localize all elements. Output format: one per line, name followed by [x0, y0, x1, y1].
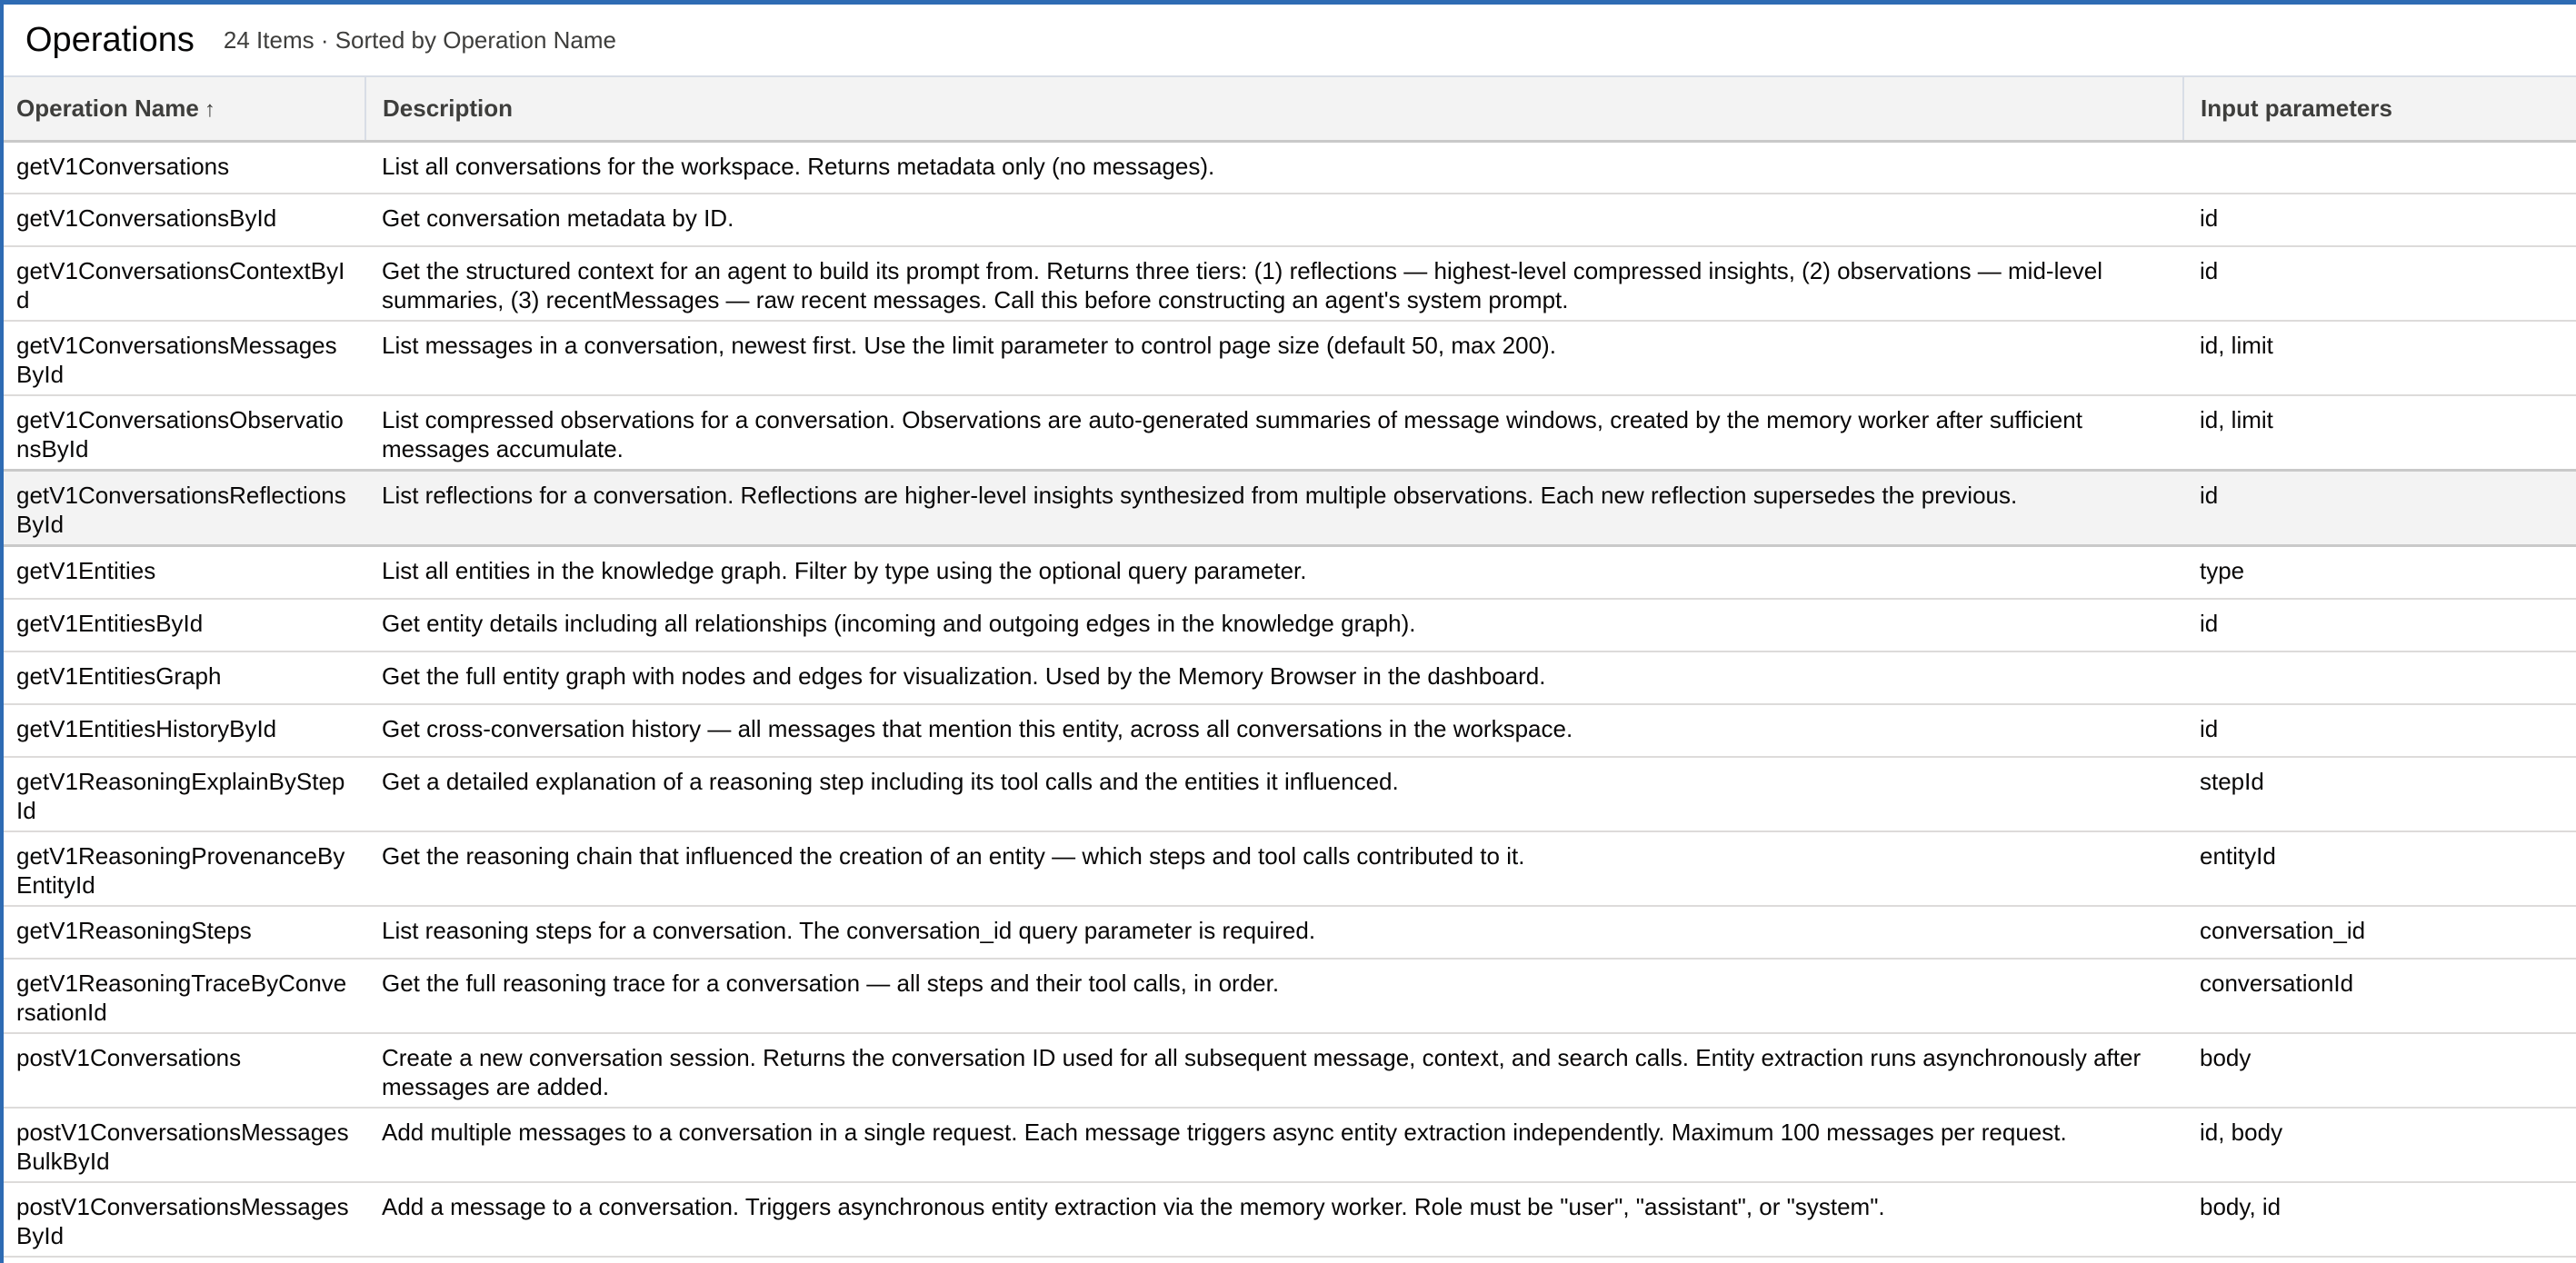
input-parameters-cell: id [2183, 246, 2576, 321]
description-cell: Get entity details including all relationships (incoming and outgoing edges in the knowledge graph). [365, 599, 2183, 651]
column-header-operation-name[interactable] [0, 77, 365, 141]
description-cell: Create a new conversation session. Returns the conversation ID used for all subsequent message, context, and search calls. Entity extraction runs asynchronously after messages are added. [365, 1033, 2183, 1108]
column-header-label: Input parameters [2201, 94, 2392, 122]
table-row[interactable] [0, 1182, 2576, 1257]
description-cell: List all entities in the knowledge graph. Filter by type using the optional query parameter. [365, 546, 2183, 599]
table-row[interactable] [0, 704, 2576, 757]
input-parameters-cell: id [2183, 599, 2576, 651]
list-header [0, 5, 2576, 77]
table-row[interactable] [0, 906, 2576, 959]
page-title: Operations [25, 20, 195, 59]
sort-ascending-icon[interactable]: ↑ [204, 96, 215, 122]
input-parameters-cell: id, body [2183, 1108, 2576, 1182]
input-parameters-cell: id [2183, 704, 2576, 757]
input-parameters-cell: entityId [2183, 831, 2576, 906]
operation-name-cell: getV1ConversationsById [0, 194, 365, 246]
description-cell: Get cross-conversation history — all messages that mention this entity, across all conversations in the workspace. [365, 704, 2183, 757]
operation-name-cell: postV1ConversationsMessagesById [0, 1182, 365, 1257]
column-header-label: Description [383, 94, 514, 122]
table-row[interactable] [0, 959, 2576, 1033]
table-row[interactable] [0, 194, 2576, 246]
table-row[interactable] [0, 246, 2576, 321]
column-header-description[interactable] [365, 77, 2183, 141]
operation-name-cell: getV1ConversationsObservationsById [0, 395, 365, 471]
description-cell: Get conversation metadata by ID. [365, 194, 2183, 246]
description-cell: List compressed observations for a conversation. Observations are auto-generated summaries of message windows, created by the memory worker after sufficient messages accumulate. [365, 395, 2183, 471]
operation-name-cell: getV1ReasoningTraceByConversationId [0, 959, 365, 1033]
input-parameters-cell: body [2183, 1033, 2576, 1108]
operation-name-cell: getV1EntitiesHistoryById [0, 704, 365, 757]
table-row[interactable] [0, 599, 2576, 651]
column-header-label: Operation Name [16, 94, 199, 122]
input-parameters-cell: stepId [2183, 757, 2576, 831]
input-parameters-cell: id [2183, 194, 2576, 246]
input-parameters-cell: id, limit [2183, 395, 2576, 471]
description-cell: Get the full entity graph with nodes and edges for visualization. Used by the Memory Browser in the dashboard. [365, 651, 2183, 704]
table-row[interactable] [0, 1033, 2576, 1108]
description-cell: Add multiple messages to a conversation in a single request. Each message triggers async entity extraction independently. Maximum 100 messages per request. [365, 1108, 2183, 1182]
table-row[interactable] [0, 757, 2576, 831]
item-count-sort-info: 24 Items · Sorted by Operation Name [223, 25, 616, 54]
operation-name-cell: getV1ConversationsReflectionsById [0, 471, 365, 546]
operations-table [0, 77, 2576, 1258]
input-parameters-cell: body, id [2183, 1182, 2576, 1257]
operation-name-cell: getV1Entities [0, 546, 365, 599]
table-row[interactable] [0, 141, 2576, 194]
table-row[interactable] [0, 1108, 2576, 1182]
table-row[interactable] [0, 395, 2576, 471]
input-parameters-cell: conversationId [2183, 959, 2576, 1033]
operation-name-cell: getV1ReasoningSteps [0, 906, 365, 959]
table-row[interactable] [0, 831, 2576, 906]
operation-name-cell: getV1EntitiesById [0, 599, 365, 651]
operation-name-cell: getV1ConversationsContextById [0, 246, 365, 321]
table-row[interactable] [0, 651, 2576, 704]
input-parameters-cell: id, limit [2183, 321, 2576, 395]
operation-name-cell: getV1ReasoningProvenanceByEntityId [0, 831, 365, 906]
description-cell: List reflections for a conversation. Reflections are higher-level insights synthesized from multiple observations. Each new reflection supersedes the previous. [365, 471, 2183, 546]
description-cell: Get the structured context for an agent to build its prompt from. Returns three tiers: (1) reflections — highest-level compressed insights, (2) observations — mid-level summaries, (3) recentMessages — raw recent messages. Call this before constructing an agent's system prompt. [365, 246, 2183, 321]
description-cell: List all conversations for the workspace. Returns metadata only (no messages). [365, 141, 2183, 194]
description-cell: Get the full reasoning trace for a conversation — all steps and their tool calls, in order. [365, 959, 2183, 1033]
operation-name-cell: getV1EntitiesGraph [0, 651, 365, 704]
window-edge [0, 5, 4, 1263]
input-parameters-cell [2183, 651, 2576, 704]
table-header-row [0, 77, 2576, 141]
input-parameters-cell: id [2183, 471, 2576, 546]
description-cell: Get a detailed explanation of a reasoning step including its tool calls and the entities it influenced. [365, 757, 2183, 831]
description-cell: List messages in a conversation, newest first. Use the limit parameter to control page size (default 50, max 200). [365, 321, 2183, 395]
description-cell: List reasoning steps for a conversation. The conversation_id query parameter is required. [365, 906, 2183, 959]
input-parameters-cell: type [2183, 546, 2576, 599]
operation-name-cell: getV1Conversations [0, 141, 365, 194]
input-parameters-cell: conversation_id [2183, 906, 2576, 959]
table-row[interactable] [0, 546, 2576, 599]
column-header-input-parameters[interactable] [2183, 77, 2576, 141]
operation-name-cell: getV1ReasoningExplainByStepId [0, 757, 365, 831]
operation-name-cell: postV1ConversationsMessagesBulkById [0, 1108, 365, 1182]
table-row-selected[interactable] [0, 471, 2576, 546]
operation-name-cell: getV1ConversationsMessagesById [0, 321, 365, 395]
description-cell: Add a message to a conversation. Triggers asynchronous entity extraction via the memory worker. Role must be "user", "assistant", or "system". [365, 1182, 2183, 1257]
operation-name-cell: postV1Conversations [0, 1033, 365, 1108]
description-cell: Get the reasoning chain that influenced the creation of an entity — which steps and tool calls contributed to it. [365, 831, 2183, 906]
table-row[interactable] [0, 321, 2576, 395]
input-parameters-cell [2183, 141, 2576, 194]
